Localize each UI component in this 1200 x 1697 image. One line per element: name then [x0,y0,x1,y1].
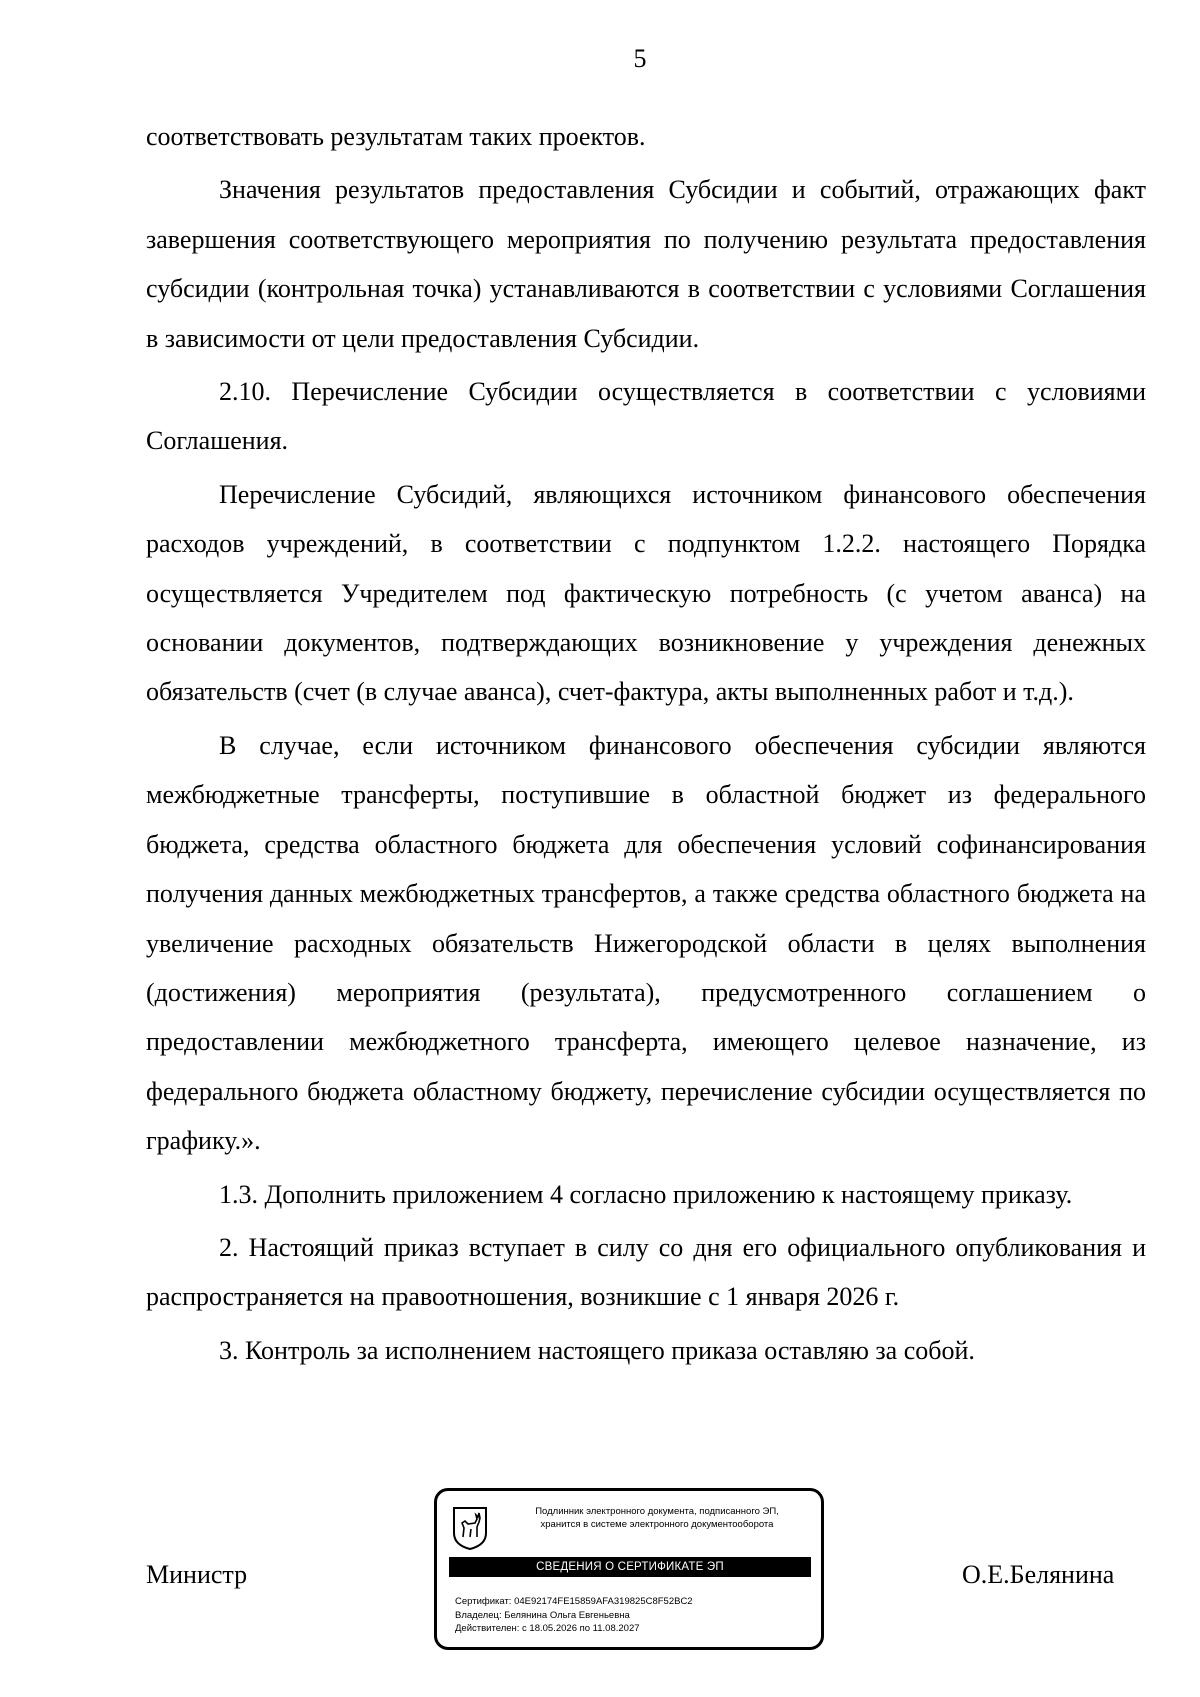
certificate-number: Сертификат: 04E92174FE15859AFA319825C8F52BC2 [455,1596,693,1607]
stamp-certificate-info [455,1595,693,1636]
paragraph-2-10: 2.10. Перечисление Субсидии осуществляется в соответствии с условиями Соглашения. [146,377,1146,456]
document-body [146,112,1146,1375]
certificate-validity: Действителен: с 18.05.2026 по 11.08.2027 [455,1623,640,1634]
stamp-note: Подлинник электронного документа, подписанного ЭП, хранится в системе электронного документооборота [535,1506,779,1530]
coat-of-arms-icon [451,1505,489,1551]
paragraph-2-effective: 2. Настоящий приказ вступает в силу со дня его официального опубликования и распространяется на правоотношения, возникшие с 1 января 2026 г. [146,1232,1146,1312]
stamp-header: СВЕДЕНИЯ О СЕРТИФИКАТЕ ЭП [449,1557,811,1577]
paragraph-continuation: соответствовать результатам таких проектов. [146,122,646,151]
paragraph-1-3: 1.3. Дополнить приложением 4 согласно приложению к настоящему приказу. [219,1179,1073,1209]
page-number: 5 [633,44,647,73]
signatory-position: Министр [146,1560,248,1589]
paragraph-3-control: 3. Контроль за исполнением настоящего приказа оставляю за собой. [219,1335,975,1365]
paragraph-results: Значения результатов предоставления Субсидии и событий, отражающих факт завершения соответствующего мероприятия по получению результата предоставления субсидии (контрольная точка) устанавливаются в соответствии с условиями Соглашения в зависимости от цели предоставления Субсидии. [146,175,1146,353]
paragraph-transfer-subsidies: Перечисление Субсидий, являющихся источником финансового обеспечения расходов учреждений, в соответствии с подпунктом 1.2.2. настоящего Порядка осуществляется Учредителем под фактическую потребность (с учетом аванса) на основании документов, подтверждающих возникновение у учреждения денежных обязательств (счет (в случае аванса), счет-фактура, акты выполненных работ и т.д.). [146,479,1146,707]
certificate-owner: Владелец: Белянина Ольга Евгеньевна [455,1609,630,1621]
signatory-name: О.Е.Белянина [962,1560,1115,1589]
paragraph-interbudget-transfers: В случае, если источником финансового обеспечения субсидии являются межбюджетные трансферты, поступившие в областной бюджет из федерального бюджета, средства областного бюджета для обеспечения условий софинансирования получения данных межбюджетных трансфертов, а также средства областного бюджета на увеличение расходных обязательств Нижегородской области в целях выполнения (достижения) мероприятия (результата), предусмотренного соглашением о предоставлении межбюджетного трансферта, имеющего целевое назначение, из федерального бюджета областному бюджету, перечисление субсидии осуществляется по графику.». [146,730,1146,1156]
electronic-signature-stamp [434,1488,824,1650]
